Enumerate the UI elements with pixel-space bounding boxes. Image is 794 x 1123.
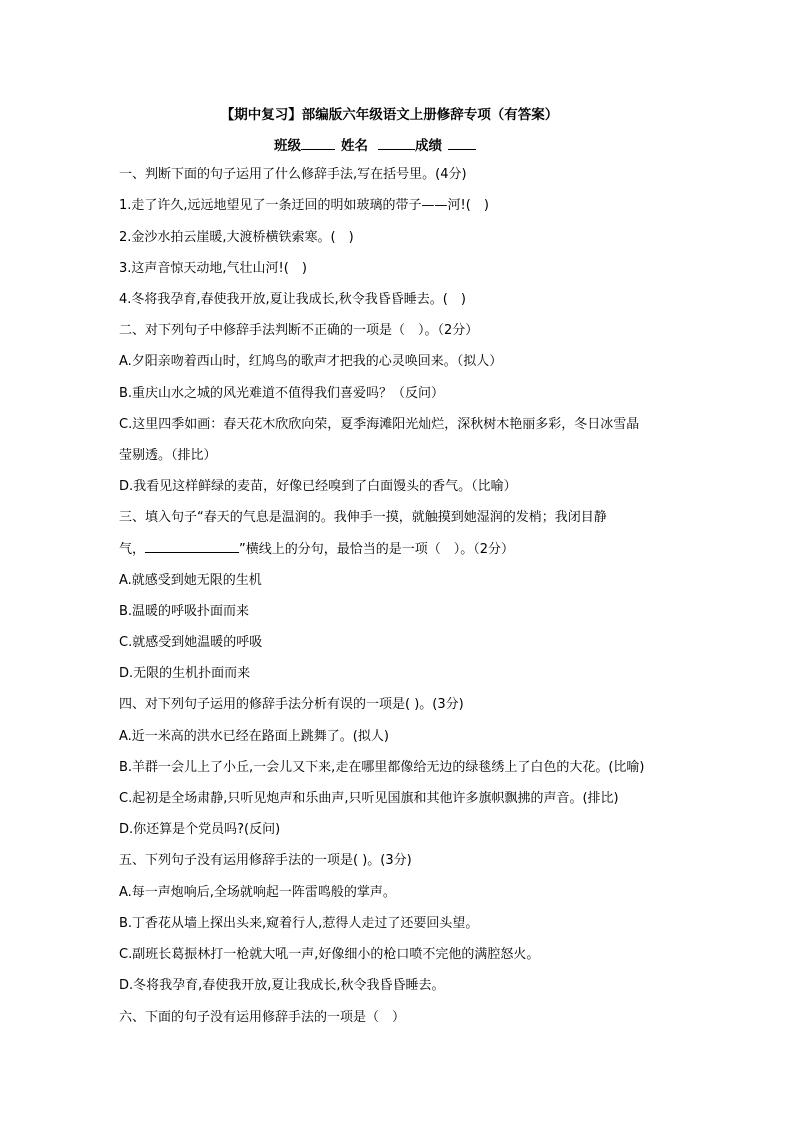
section-1-heading: 一、判断下面的句子运用了什么修辞手法,写在括号里。(4分) (119, 167, 467, 182)
question-3-option-b: B.温暖的呼吸扑面而来 (119, 604, 250, 619)
section-3-prefix: 气， (119, 542, 146, 557)
question-3-option-d: D.无限的生机扑面而来 (119, 666, 251, 681)
question-5-option-a: A.每一声炮响后,全场就响起一阵雷鸣般的掌声。 (119, 885, 396, 900)
question-1-item-3: 3.这声音惊天动地,气壮山河!( ) (119, 261, 307, 276)
question-1-item-4: 4.冬将我孕育,春使我开放,夏让我成长,秋令我昏昏睡去。( ) (119, 292, 466, 307)
score-label: 成绩 (415, 138, 442, 154)
question-4-option-a: A.近一米高的洪水已经在路面上跳舞了。(拟人) (119, 729, 389, 744)
question-4-option-d: D.你还算是个党员吗?(反问) (119, 822, 281, 837)
question-1-item-2: 2.金沙水拍云崖暖,大渡桥横铁索寒。( ) (119, 230, 354, 245)
section-6-heading: 六、下面的句子没有运用修辞手法的一项是（ ） (119, 1010, 406, 1025)
score-blank[interactable] (448, 137, 476, 150)
fill-in-blank[interactable] (145, 540, 239, 553)
section-3-heading: 三、填入句子“春天的气息是温润的。我伸手一摸，就触摸到她湿润的发梢；我闭目静 (119, 510, 607, 525)
section-3-suffix: ”横线上的分句，最恰当的是一项（ ）。（2分） (239, 542, 515, 557)
question-2-option-a: A.夕阳亲吻着西山时，红鸠鸟的歌声才把我的心灵唤回来。（拟人） (119, 354, 503, 369)
question-1-item-1: 1.走了许久,远远地望见了一条迂回的明如玻璃的带子——河!( ) (119, 198, 489, 213)
section-4-heading: 四、对下列句子运用的修辞手法分析有误的一项是( )。(3分) (119, 697, 464, 712)
question-4-option-c: C.起初是全场肃静,只听见炮声和乐曲声,只听见国旗和其他许多旗帜飘拂的声音。(排比) (119, 791, 619, 806)
question-2-option-d: D.我看见这样鲜绿的麦苗，好像已经嗅到了白面馒头的香气。（比喻） (119, 479, 517, 494)
student-info-line (274, 134, 476, 154)
question-4-option-b: B.羊群一会儿上了小丘,一会儿又下来,走在哪里都像给无边的绿毯绣上了白色的大花。(比喻) (119, 760, 645, 775)
question-2-option-b: B.重庆山水之城的风光难道不值得我们喜爱吗？（反问） (119, 386, 445, 401)
class-blank[interactable] (301, 137, 335, 150)
section-5-heading: 五、下列句子没有运用修辞手法的一项是( )。(3分) (119, 853, 412, 868)
document-title-row (0, 103, 794, 123)
class-label: 班级 (274, 138, 301, 154)
document-title: 【期中复习】部编版六年级语文上册修辞专项（有答案） (220, 107, 559, 123)
question-3-option-c: C.就感受到她温暖的呼吸 (119, 635, 263, 650)
question-5-option-d: D.冬将我孕育,春使我开放,夏让我成长,秋令我昏昏睡去。 (119, 978, 445, 993)
question-2-option-c: C.这里四季如画：春天花木欣欣向荣，夏季海滩阳光灿烂，深秋树木艳丽多彩，冬日冰雪晶 (119, 417, 640, 432)
section-2-heading: 二、对下列句子中修辞手法判断不正确的一项是（ ）。（2分） (119, 323, 479, 338)
question-3-option-a: A.就感受到她无限的生机 (119, 573, 262, 588)
section-3-heading-cont (119, 540, 514, 559)
question-5-option-c: C.副班长葛振林打一枪就大吼一声,好像细小的枪口喷不完他的满腔怒火。 (119, 947, 540, 962)
name-blank[interactable] (378, 137, 415, 150)
question-2-option-c-cont: 莹剔透。（排比） (119, 448, 217, 463)
question-5-option-b: B.丁香花从墙上探出头来,窥着行人,惹得人走过了还要回头望。 (119, 916, 479, 931)
name-label: 姓名 (341, 138, 368, 154)
